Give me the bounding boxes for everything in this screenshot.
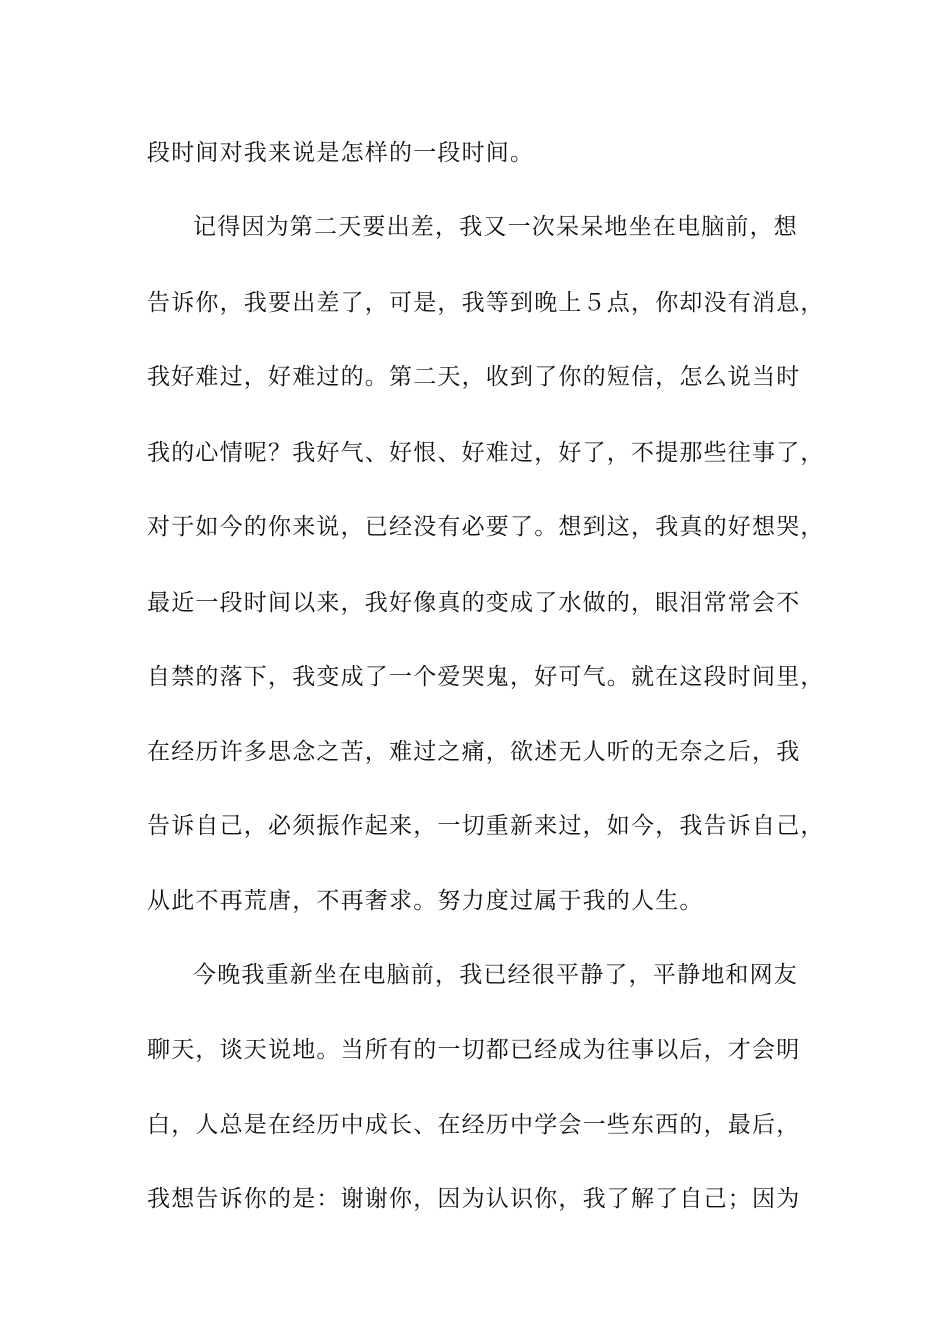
text-line: 从此不再荒唐，不再奢求。努力度过属于我的人生。	[147, 888, 704, 914]
text-line: 聊天，谈天说地。当所有的一切都已经成为往事以后，才会明	[147, 1037, 801, 1063]
paragraph-start-line: 记得因为第二天要出差，我又一次呆呆地坐在电脑前，想	[193, 214, 798, 240]
text-line: 白，人总是在经历中成长、在经历中学会一些东西的，最后，	[147, 1112, 801, 1138]
text-line: 告诉自己，必须振作起来，一切重新来过，如今，我告诉自己，	[147, 813, 825, 839]
text-line: 我的心情呢？我好气、好恨、好难过，好了，不提那些往事了，	[147, 440, 825, 466]
text-line: 我想告诉你的是：谢谢你，因为认识你，我了解了自己；因为	[147, 1186, 801, 1212]
text-line: 段时间对我来说是怎样的一段时间。	[147, 140, 535, 166]
text-line: 自禁的落下，我变成了一个爱哭鬼，好可气。就在这段时间里，	[147, 664, 825, 690]
text-line: 最近一段时间以来，我好像真的变成了水做的，眼泪常常会不	[147, 590, 801, 616]
text-line: 对于如今的你来说，已经没有必要了。想到这，我真的好想哭，	[147, 514, 825, 540]
text-line: 我好难过，好难过的。第二天，收到了你的短信，怎么说当时	[147, 364, 801, 390]
text-line: 告诉你，我要出差了，可是，我等到晚上５点，你却没有消息，	[147, 290, 825, 316]
text-line: 在经历许多思念之苦，难过之痛，欲述无人听的无奈之后，我	[147, 739, 801, 765]
paragraph-start-line: 今晚我重新坐在电脑前，我已经很平静了，平静地和网友	[193, 962, 798, 988]
